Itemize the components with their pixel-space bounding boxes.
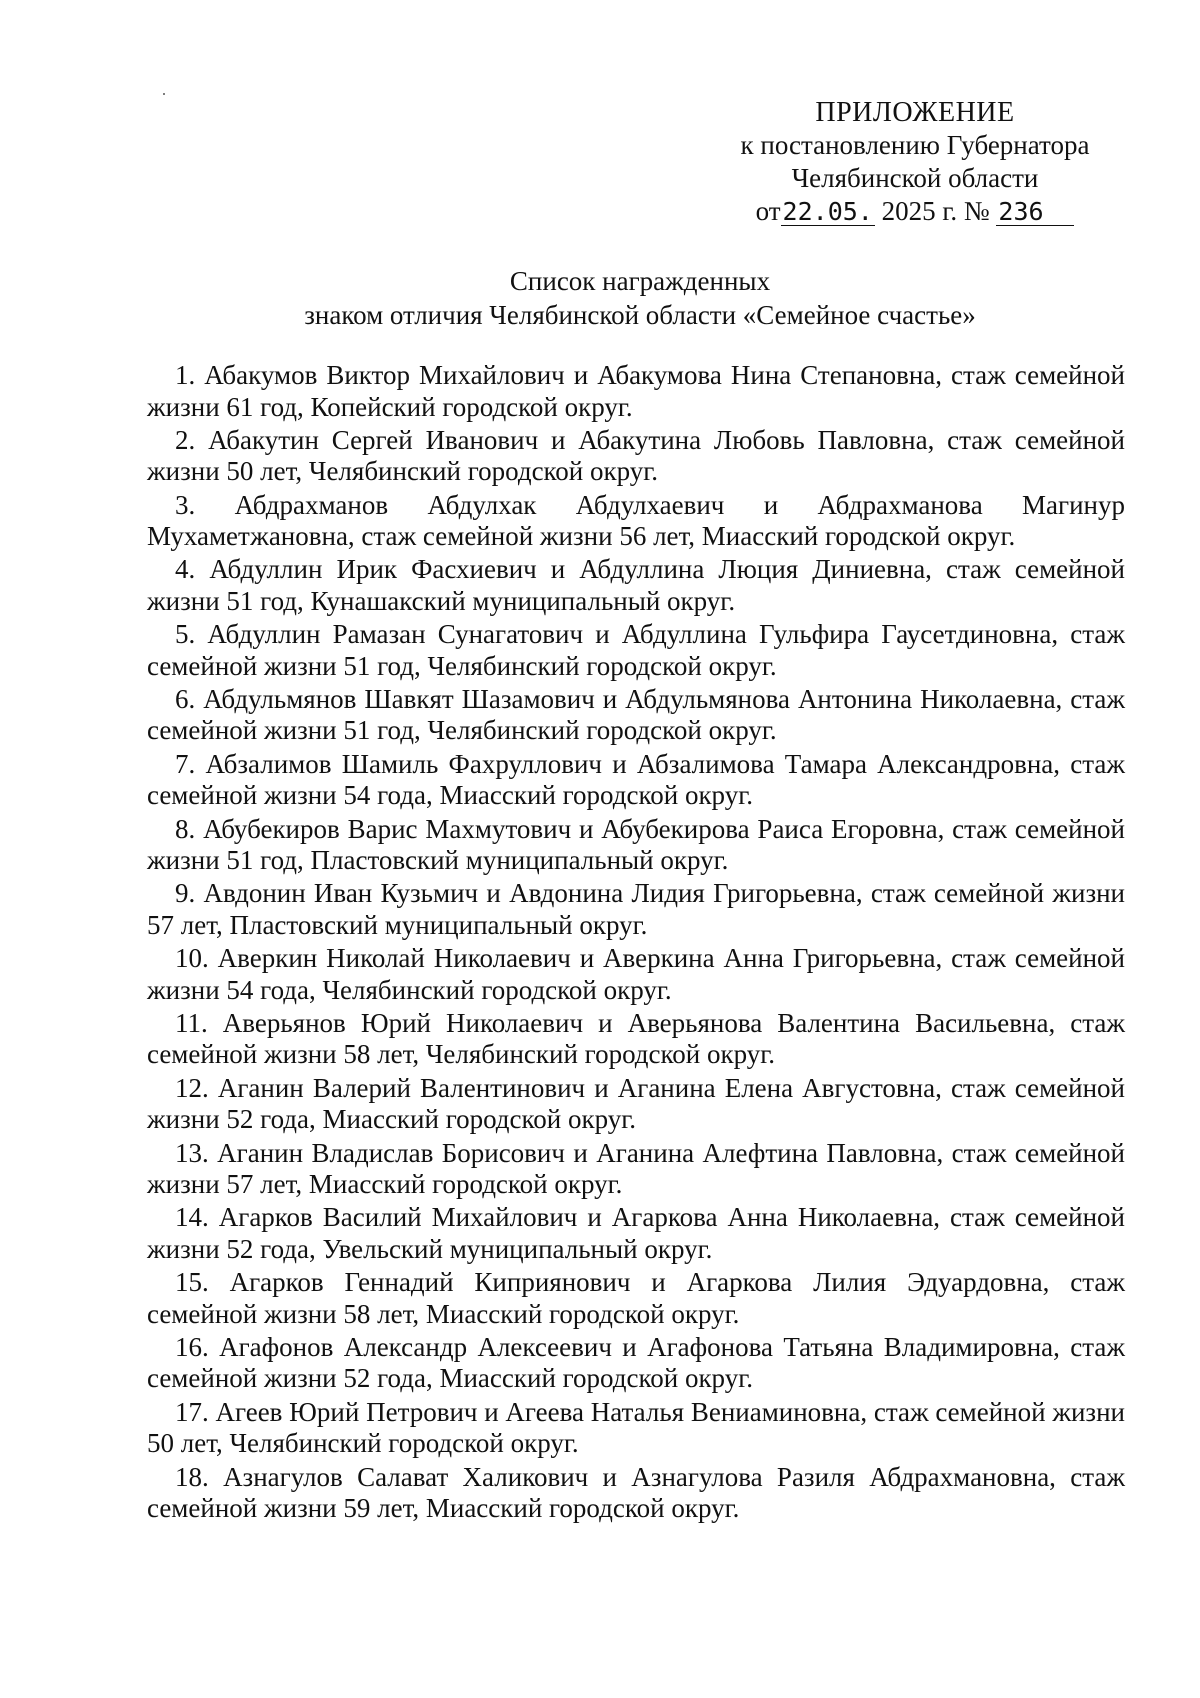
list-item-text: Абакумов Виктор Михайлович и Абакумова Нина Степановна, стаж семейной жизни 61 год, Копейский городской округ.: [147, 360, 1125, 422]
decree-number: 236: [996, 199, 1074, 226]
list-item-number: 6.: [175, 683, 196, 714]
list-item-number: 12.: [175, 1072, 209, 1103]
list-item-text: Абубекиров Варис Махмутович и Абубекирова Раиса Егоровна, стаж семейной жизни 51 год, Пластовский муниципальный округ.: [147, 813, 1125, 876]
list-item-text: Агарков Василий Михайлович и Агаркова Анна Николаевна, стаж семейной жизни 52 года, Увельский муниципальный округ.: [147, 1202, 1126, 1264]
list-item-text: Абзалимов Шамиль Фахруллович и Абзалимова Тамара Александровна, стаж семейной жизни 54 года, Миасский городской округ.: [147, 748, 1125, 811]
list-item-number: 15.: [175, 1267, 209, 1298]
list-item: [147, 1008, 1125, 1071]
list-item-text: Абакутин Сергей Иванович и Абакутина Любовь Павловна, стаж семейной жизни 50 лет, Челябинский городской округ.: [147, 424, 1126, 487]
list-item-number: 16.: [175, 1331, 209, 1362]
list-item-text: Абдрахманов Абдулхак Абдулхаевич и Абдрахманова Магинур Мухаметжановна, стаж семейной жизни 56 лет, Миасский городской округ.: [147, 489, 1125, 552]
list-item-number: 17.: [175, 1396, 209, 1427]
decree-date: 22.05.: [782, 197, 873, 226]
list-item-number: 1.: [175, 360, 196, 390]
list-item-text: Агафонов Александр Алексеевич и Агафонова Татьяна Владимировна, стаж семейной жизни 52 года, Миасский городской округ.: [147, 1331, 1125, 1394]
list-item-number: 7.: [175, 748, 196, 779]
list-item: [147, 1462, 1125, 1525]
list-item-number: 5.: [175, 619, 196, 650]
list-item-number: 3.: [175, 489, 196, 520]
list-item-number: 8.: [175, 813, 196, 844]
list-item-text: Аверьянов Юрий Николаевич и Аверьянова Валентина Васильевна, стаж семейной жизни 58 лет, Челябинский городской округ.: [147, 1007, 1125, 1070]
list-item: [147, 1267, 1125, 1330]
list-item-number: 18.: [175, 1461, 209, 1492]
list-item: [147, 684, 1125, 747]
list-item-text: Аганин Валерий Валентинович и Аганина Елена Августовна, стаж семейной жизни 52 года, Миасский городской округ.: [147, 1072, 1126, 1135]
list-item: [147, 619, 1125, 682]
list-item: [147, 943, 1125, 1006]
list-item: [147, 1332, 1125, 1395]
list-item: [147, 1073, 1125, 1136]
list-item-number: 2.: [175, 424, 196, 455]
list-item-text: Аганин Владислав Борисович и Аганина Алефтина Павловна, стаж семейной жизни 57 лет, Миасский городской округ.: [147, 1137, 1125, 1200]
awardees-list: [147, 360, 1125, 1526]
list-item-number: 11.: [175, 1007, 208, 1038]
list-item-text: Аверкин Николай Николаевич и Аверкина Анна Григорьевна, стаж семейной жизни 54 года, Челябинский городской округ.: [147, 943, 1126, 1005]
list-item: [147, 749, 1125, 812]
appendix-header: [700, 96, 1130, 228]
list-item-text: Абдуллин Ирик Фасхиевич и Абдуллина Люция Диниевна, стаж семейной жизни 51 год, Кунашакский муниципальный округ.: [147, 554, 1126, 616]
list-item: [147, 814, 1125, 877]
appendix-subtitle-line2: Челябинской области: [791, 163, 1039, 193]
document-title-line1: Список награжденных: [509, 266, 771, 296]
list-item: [147, 554, 1125, 617]
list-item-text: Агарков Геннадий Киприянович и Агаркова Лилия Эдуардовна, стаж семейной жизни 58 лет, Миасский городской округ.: [147, 1267, 1126, 1329]
date-prefix: от: [755, 196, 781, 226]
list-item: [147, 360, 1125, 423]
appendix-title: ПРИЛОЖЕНИЕ: [815, 97, 1015, 128]
list-item: [147, 425, 1125, 488]
appendix-date-line: [700, 195, 1130, 228]
list-item-number: 4.: [175, 554, 196, 585]
decree-year-label: 2025 г. №: [881, 196, 990, 226]
list-item-text: Азнагулов Салават Халикович и Азнагулова Разиля Абдрахмановна, стаж семейной жизни 59 лет, Миасский городской округ.: [147, 1461, 1125, 1524]
list-item-number: 9.: [175, 878, 196, 909]
list-item-text: Абдульмянов Шавкят Шазамович и Абдульмянова Антонина Николаевна, стаж семейной жизни 51 год, Челябинский городской округ.: [147, 683, 1125, 746]
appendix-subtitle-line1: к постановлению Губернатора: [740, 130, 1090, 160]
list-item: [147, 1397, 1125, 1460]
list-item: [147, 878, 1125, 941]
list-item: [147, 1138, 1125, 1201]
list-item: [147, 1202, 1125, 1265]
list-item-number: 13.: [175, 1137, 209, 1168]
list-item-text: Агеев Юрий Петрович и Агеева Наталья Вениаминовна, стаж семейной жизни 50 лет, Челябинский городской округ.: [147, 1396, 1125, 1459]
document-title-line2: знаком отличия Челябинской области «Семейное счастье»: [304, 300, 976, 330]
list-item: [147, 490, 1125, 553]
list-item-text: Абдуллин Рамазан Сунагатович и Абдуллина Гульфира Гаусетдиновна, стаж семейной жизни 51 год, Челябинский городской округ.: [147, 619, 1125, 681]
scan-speck: [163, 93, 165, 95]
list-item-number: 10.: [175, 943, 209, 974]
list-item-number: 14.: [175, 1202, 209, 1233]
document-title: [150, 264, 1130, 332]
list-item-text: Авдонин Иван Кузьмич и Авдонина Лидия Григорьевна, стаж семейной жизни 57 лет, Пластовский муниципальный округ.: [147, 878, 1126, 940]
